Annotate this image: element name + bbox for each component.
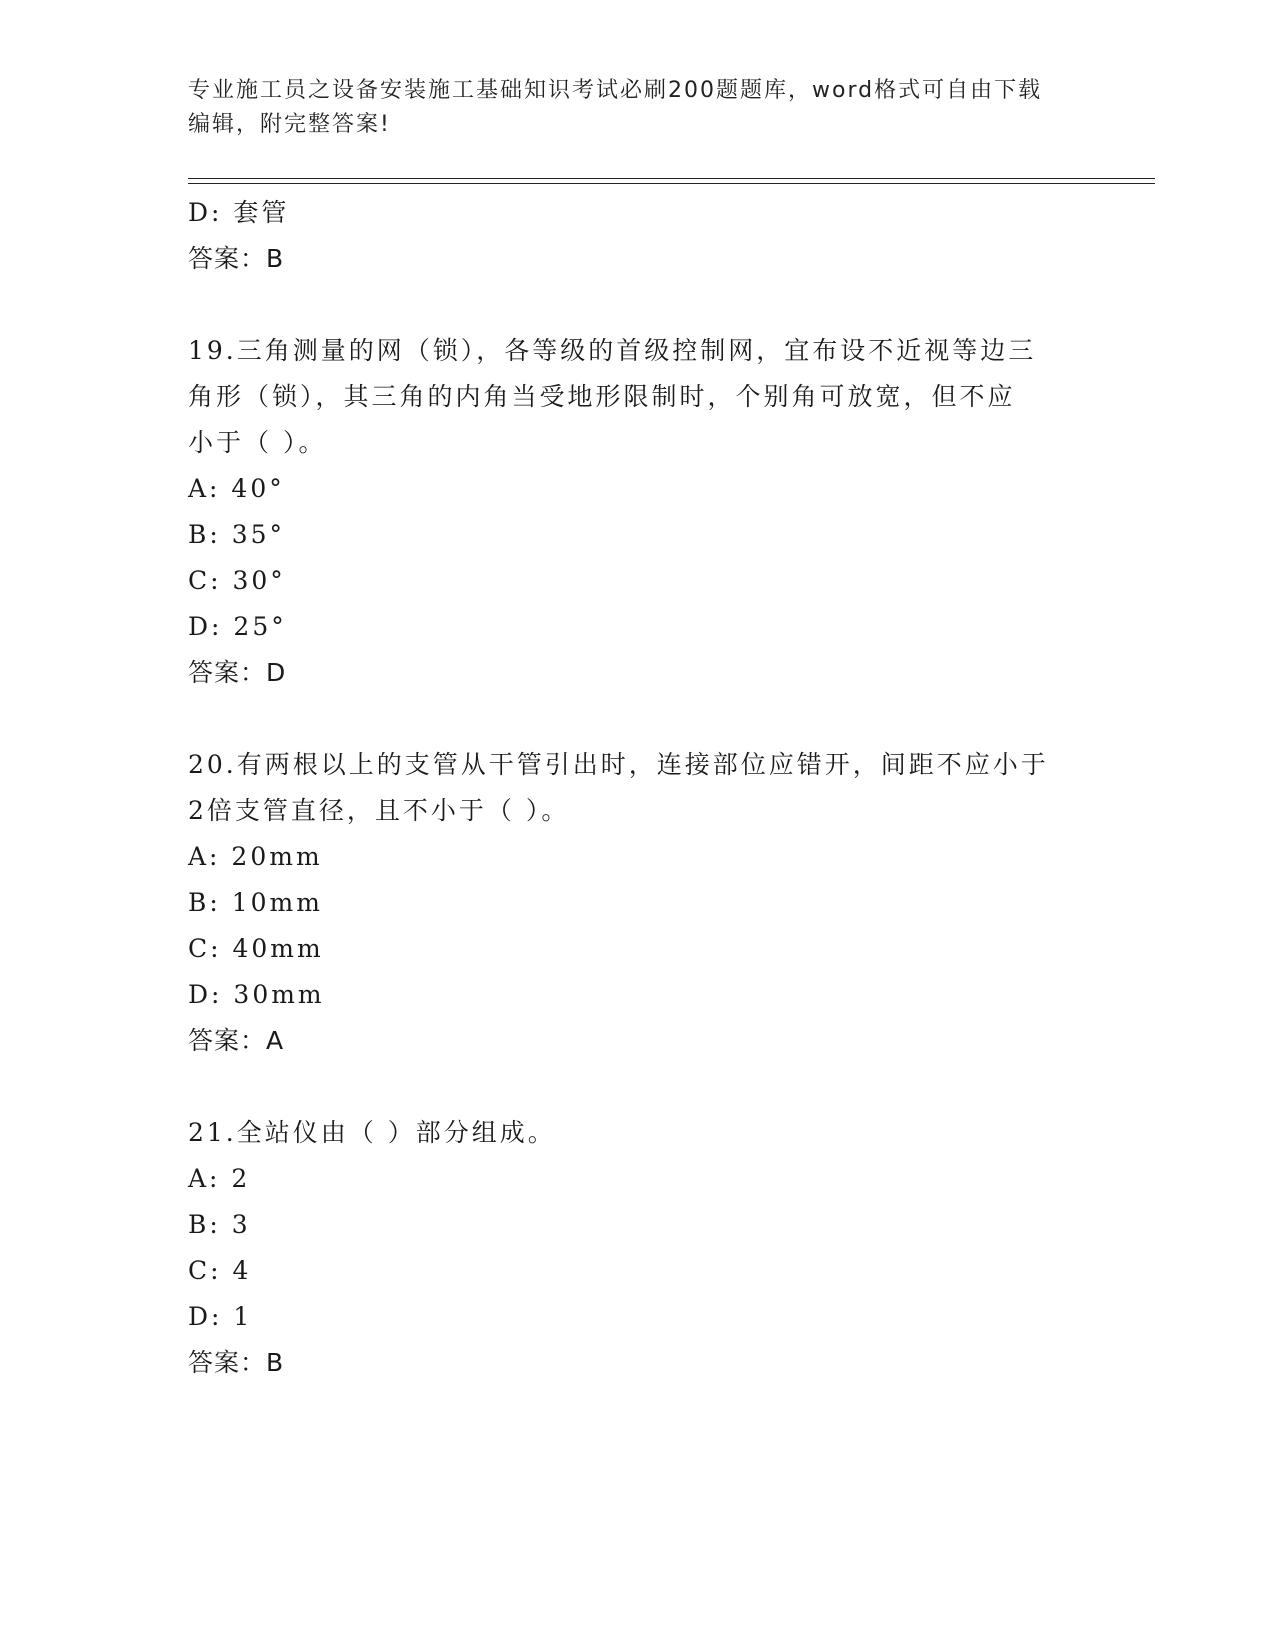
- question-20: [188, 742, 1088, 1064]
- option-d: D: 套管: [188, 198, 290, 227]
- answer-line: 答案：B: [188, 1348, 285, 1377]
- question-21: [188, 1110, 1088, 1386]
- question-text-line: 19.三角测量的网（锁），各等级的首级控制网，宜布设不近视等边三: [188, 336, 1037, 365]
- header-divider-bottom: [188, 183, 1155, 184]
- option-d: D: 1: [188, 1302, 253, 1331]
- option-b: B: 10mm: [188, 888, 323, 917]
- spacer: [188, 282, 1088, 328]
- option-c: C: 30°: [188, 566, 286, 595]
- option-d: D: 30mm: [188, 980, 325, 1009]
- answer-line: 答案：B: [188, 244, 285, 273]
- option-b: B: 35°: [188, 520, 286, 549]
- header-title-line-2: 编辑，附完整答案!: [188, 112, 391, 137]
- spacer: [188, 1064, 1088, 1110]
- question-19: [188, 328, 1088, 696]
- option-a: A: 2: [188, 1164, 251, 1193]
- header-divider-top: [188, 178, 1155, 179]
- question-list: [188, 190, 1088, 1386]
- document-header: [188, 74, 1088, 142]
- header-title-line-1: 专业施工员之设备安装施工基础知识考试必刷200题题库，word格式可自由下载: [188, 78, 1043, 103]
- question-18-tail: [188, 190, 1088, 282]
- option-b: B: 3: [188, 1210, 251, 1239]
- question-text-line: 20.有两根以上的支管从干管引出时，连接部位应错开，间距不应小于: [188, 750, 1049, 779]
- question-text-line: 角形（锁），其三角的内角当受地形限制时，个别角可放宽，但不应: [188, 382, 1016, 411]
- option-a: A: 20mm: [188, 842, 323, 871]
- option-c: C: 40mm: [188, 934, 324, 963]
- answer-line: 答案：A: [188, 1026, 285, 1055]
- question-text-line: 21.全站仪由（ ）部分组成。: [188, 1118, 556, 1147]
- question-text-line: 小于（ ）。: [188, 428, 327, 457]
- question-text-line: 2倍支管直径，且不小于（ ）。: [188, 796, 570, 825]
- answer-line: 答案：D: [188, 658, 287, 687]
- option-a: A: 40°: [188, 474, 285, 503]
- spacer: [188, 696, 1088, 742]
- option-d: D: 25°: [188, 612, 287, 641]
- option-c: C: 4: [188, 1256, 252, 1285]
